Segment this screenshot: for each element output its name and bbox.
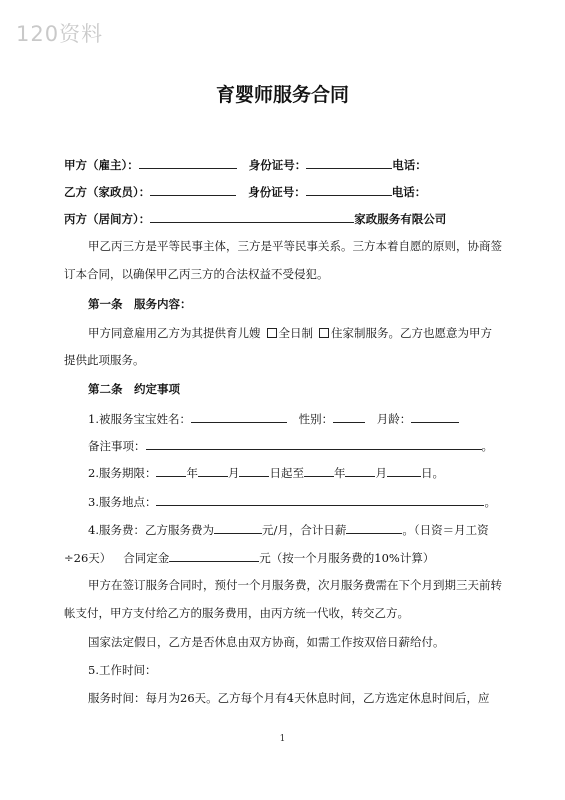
month-unit: 月 (375, 466, 387, 480)
intro-line-1: 甲乙丙三方是平等民事主体，三方是平等民事关系。三方本着自愿的原则，协商签 (88, 239, 502, 253)
notes-end: 。 (481, 439, 493, 453)
party-c-company: 家政服务有限公司 (354, 212, 447, 226)
party-a-id-label: 身份证号： (248, 158, 307, 172)
monthly-fee-blank (214, 521, 262, 534)
holiday-line: 国家法定假日，乙方是否休息由双方协商，如需工作按双倍日薪给付。 (88, 635, 445, 649)
article-1-text: 甲方同意雇用乙方为其提供育儿嫂 (88, 326, 261, 340)
fee-row (88, 521, 504, 538)
place-row (88, 493, 504, 510)
party-a-id-blank (306, 156, 392, 169)
deposit-note: 元（按一个月服务费的10%计算） (259, 551, 435, 565)
notes-blank (146, 437, 482, 450)
baby-name-blank (191, 410, 287, 423)
party-b-row (64, 183, 504, 200)
start-month-blank (198, 464, 228, 477)
party-b-id-label: 身份证号： (248, 185, 306, 199)
daily-wage-blank (346, 521, 402, 534)
baby-name-label: 1.被服务宝宝姓名： (88, 412, 191, 426)
livein-checkbox[interactable] (319, 328, 329, 338)
baby-age-blank (411, 410, 459, 423)
wage-formula-text: 。（日资＝月工资 (402, 523, 489, 537)
intro-line-2: 订本合同，以确保甲乙丙三方的合法权益不受侵犯。 (64, 267, 329, 281)
period-row (88, 464, 504, 481)
article-2-heading: 第二条 约定事项 (88, 382, 180, 396)
article-1-heading: 第一条 服务内容： (88, 297, 192, 311)
party-c-label: 丙方（居间方）： (64, 212, 151, 226)
watermark: 120资料 (16, 22, 104, 46)
year-unit: 年 (333, 466, 346, 480)
livein-label: 住家制服务。乙方也愿意为甲方 (331, 326, 492, 340)
deposit-label: 合同定金 (123, 551, 170, 565)
notes-label: 备注事项： (88, 439, 146, 453)
party-c-blank (150, 210, 354, 223)
party-a-label: 甲方（雇主）： (64, 158, 139, 172)
baby-age-label: 月龄： (376, 412, 412, 426)
article-1-line-2: 提供此项服务。 (64, 353, 145, 367)
wage-divisor-text: ÷26天） (64, 551, 112, 565)
party-c-row (64, 210, 504, 227)
end-day-blank (387, 464, 421, 477)
article-1-line-1 (88, 325, 504, 341)
end-month-blank (345, 464, 375, 477)
page-number: 1 (279, 734, 286, 744)
month-unit: 月 (227, 466, 240, 480)
party-b-label: 乙方（家政员）： (64, 185, 151, 199)
party-a-blank (139, 156, 237, 169)
place-label: 3.服务地点： (88, 495, 157, 509)
deposit-row (64, 549, 504, 566)
party-b-phone-label: 电话： (391, 185, 427, 199)
day-end-text: 日。 (420, 466, 444, 480)
fulltime-checkbox[interactable] (267, 328, 277, 338)
party-b-id-blank (306, 183, 392, 196)
start-year-blank (156, 464, 186, 477)
daily-wage-label: 元/月，合计日薪 (261, 523, 347, 537)
fee-label: 4.服务费：乙方服务费为 (88, 523, 214, 537)
page-title: 育婴师服务合同 (215, 84, 349, 106)
baby-gender-blank (333, 410, 365, 423)
place-end: 。 (484, 495, 496, 509)
party-b-blank (150, 183, 236, 196)
year-unit: 年 (186, 466, 198, 480)
baby-gender-label: 性别： (298, 412, 334, 426)
baby-info-row (88, 410, 504, 427)
start-day-blank (239, 464, 269, 477)
period-label: 2.服务期限： (88, 466, 157, 480)
deposit-blank (169, 549, 259, 562)
service-time-line: 服务时间：每月为26天。乙方每个月有4天休息时间，乙方选定休息时间后，应 (88, 691, 490, 705)
payment-line-2: 帐支付，甲方支付给乙方的服务费用，由丙方统一代收，转交乙方。 (64, 606, 409, 620)
party-a-phone-label: 电话： (392, 158, 427, 172)
payment-line-1: 甲方在签订服务合同时，预付一个月服务费，次月服务费需在下个月到期三天前转 (88, 578, 502, 592)
fulltime-label: 全日制 (278, 326, 313, 340)
notes-row (88, 437, 504, 454)
end-year-blank (304, 464, 334, 477)
party-a-row (64, 156, 504, 173)
day-from-text: 日起至 (269, 466, 304, 480)
worktime-heading: 5.工作时间： (88, 663, 157, 677)
place-blank (156, 493, 484, 506)
